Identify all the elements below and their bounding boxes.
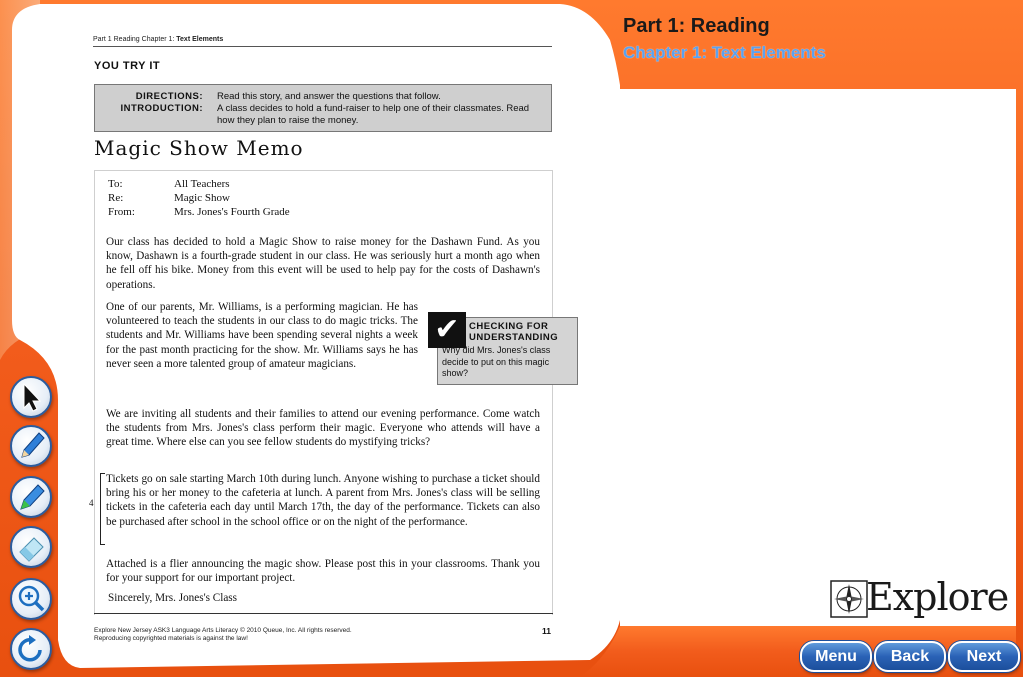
highlighter-tool[interactable] <box>10 476 52 518</box>
paragraph-4: Tickets go on sale starting March 10th during lunch. Anyone wishing to purchase a ticket should bring his or her money to the cafeteria at lunch. A parent from Mrs. Jones's class will be selling tickets in the cafeteria each day until March 17th, the day of the performance. Tickets can also be purchased after school in the school office or on the night of the performance. <box>106 473 540 528</box>
back-button[interactable]: Back <box>874 641 946 672</box>
zoom-in-icon <box>12 580 50 618</box>
check-title <box>469 321 558 343</box>
line-number: 4 <box>89 498 94 508</box>
directions-text: Read this story, and answer the questions that follow. <box>217 91 441 102</box>
reset-tool[interactable] <box>10 628 52 670</box>
check-title-line1: CHECKING FOR <box>469 321 549 332</box>
memo-from-value: Mrs. Jones's Fourth Grade <box>174 206 290 218</box>
reset-icon <box>12 630 50 668</box>
checking-understanding-box <box>434 313 578 385</box>
memo-from <box>108 206 290 218</box>
pencil-icon <box>12 427 50 465</box>
part-title: Part 1: Reading <box>623 15 770 37</box>
pointer-icon <box>12 378 50 416</box>
check-question: Why did Mrs. Jones's class decide to put on this magic show? <box>442 345 551 378</box>
memo-re-value: Magic Show <box>174 192 230 204</box>
memo-from-label: From: <box>108 206 135 218</box>
running-head-text: Part 1 Reading Chapter 1: <box>93 36 175 43</box>
running-head-bold: Text Elements <box>176 36 224 43</box>
paragraph-1: Our class has decided to hold a Magic Show to raise money for the Dashawn Fund. As you know, Dashawn is a fourth-grade student in our class. He was seriously hurt a month ago when he fell off his bike. Money from this event will be used to help pay for the costs of Dashawn's operations. <box>106 236 540 291</box>
running-head <box>93 36 552 47</box>
memo-re-label: Re: <box>108 192 124 204</box>
checkmark-icon: ✔ <box>428 312 466 348</box>
paragraph-3: We are inviting all students and their families to attend our evening performance. Come watch the students from Mrs. Jones's class perform their magic. Everyone who attends will have a great time. Where else can you see fellow students do mystifying tricks? <box>106 408 540 449</box>
compass-icon <box>830 580 868 618</box>
pencil-tool[interactable] <box>10 425 52 467</box>
page-number: 11 <box>542 626 551 636</box>
next-button[interactable]: Next <box>948 641 1020 672</box>
directions-box <box>94 84 552 132</box>
memo-to <box>108 178 230 190</box>
pointer-tool[interactable] <box>10 376 52 418</box>
memo-divider <box>94 613 553 614</box>
paragraph-5: Attached is a flier announcing the magic show. Please post this in your classrooms. Thank you for your support for our important project. <box>106 558 540 585</box>
introduction-label: INTRODUCTION: <box>120 103 203 114</box>
memo-closing: Sincerely, Mrs. Jones's Class <box>108 592 238 604</box>
directions-label: DIRECTIONS: <box>135 91 203 102</box>
eraser-icon <box>12 528 50 566</box>
story-title: Magic Show Memo <box>94 136 304 160</box>
introduction-text: A class decides to hold a fund-raiser to help one of their classmates. Read how they plan to raise the money. <box>217 103 530 126</box>
paragraph-2: One of our parents, Mr. Williams, is a performing magician. He has volunteered to teach the students in our class to do magic tricks. The students and Mr. Williams have been spending several nights a week for the past month practicing for the show. Mr. Williams says he has never seen a more talented group of amateur magicians. <box>106 301 418 370</box>
paragraph-bracket <box>100 473 105 545</box>
logo-text: Explore <box>866 575 1009 619</box>
memo-to-value: All Teachers <box>174 178 230 190</box>
memo-to-label: To: <box>108 178 123 190</box>
page-footer <box>94 627 553 643</box>
chapter-title: Chapter 1: Text Elements <box>623 43 826 62</box>
check-title-line2: UNDERSTANDING <box>469 332 559 343</box>
footer-line-1: Explore New Jersey ASK3 Language Arts Literacy © 2010 Queue, Inc. All rights reserved. <box>94 627 352 634</box>
eraser-tool[interactable] <box>10 526 52 568</box>
menu-button[interactable]: Menu <box>800 641 872 672</box>
section-label: YOU TRY IT <box>94 60 161 72</box>
memo-re <box>108 192 230 204</box>
highlighter-icon <box>12 478 50 516</box>
explore-logo <box>830 575 1009 622</box>
zoom-tool[interactable] <box>10 578 52 620</box>
footer-line-2: Reproducing copyrighted materials is against the law! <box>94 635 248 642</box>
